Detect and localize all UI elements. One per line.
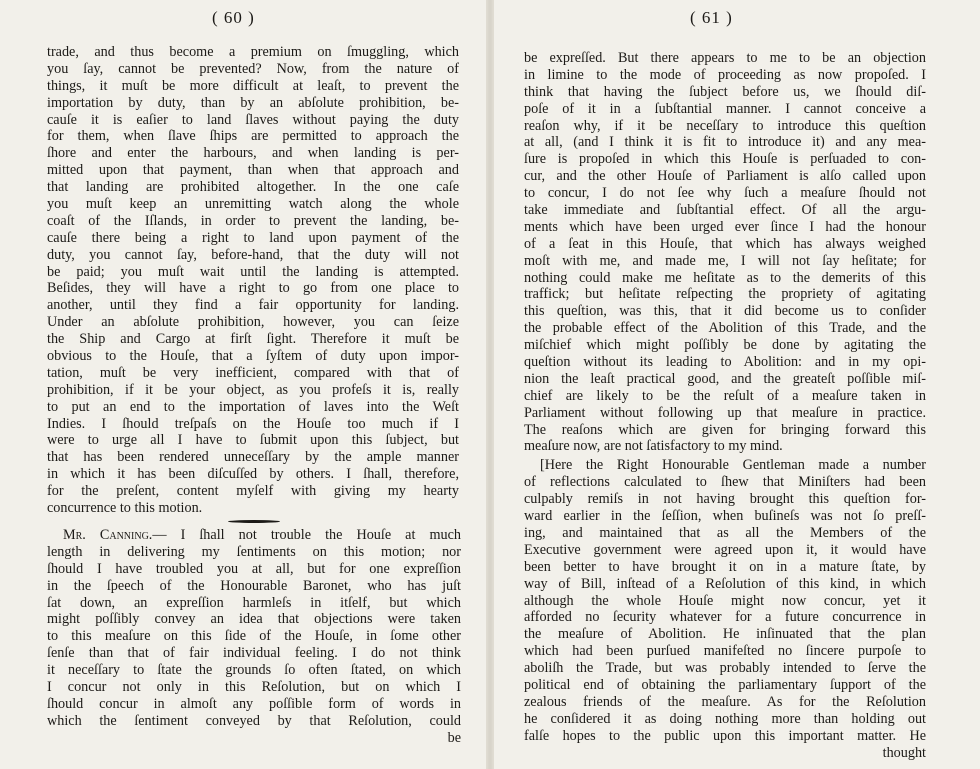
text-line: ſhore and enter the harbours, and when landing is per- (47, 145, 459, 162)
text-line: culpably remiſs in not having brought this queſtion for- (524, 491, 926, 508)
left-paragraph-1 (47, 44, 459, 517)
text-line: afforded no ſecurity whatever for a future concurrence in (524, 609, 926, 626)
text-line: importation by duty, than by an abſolute prohibition, be- (47, 94, 459, 111)
text-line: The reaſons which are given for bringing forward this (524, 421, 926, 438)
text-line: concurrence to this motion. (47, 500, 203, 517)
text-line: take immediate and ſubſtantial effect. Of all the argu- (524, 202, 926, 219)
text-line: trade, and thus become a premium on ſmuggling, which (47, 44, 459, 60)
text-line: you muſt keep an unremitting watch along the whole (47, 196, 459, 213)
text-line: you ſay, cannot be prevented? Now, from the nature of (47, 60, 459, 77)
text-line: [Here the Right Honourable Gentleman made a number (540, 457, 926, 474)
text-line: moſt with me, and made me, I will not ſay heſitate; for (524, 252, 926, 269)
text-line: be (447, 729, 461, 746)
text-line: to put an end to the importation of laves into the Weſt (47, 398, 459, 415)
left-paragraph-2 (47, 527, 461, 747)
text-line: meaſure now, are not ſatisfactory to my mind. (524, 438, 783, 455)
book-gutter (486, 0, 494, 769)
text-line: Parliament without following up that meaſure in practice. (524, 404, 926, 421)
text-line: chief are likely to be the reſult of a meaſure taken in (524, 387, 926, 404)
text-line: in limine to the mode of proceeding as now propoſed. I (524, 66, 926, 83)
text-line: the Ship and Cargo at firſt ſight. Therefore it muſt be (47, 331, 459, 348)
text-line: in the ſpeech of the Honourable Baronet, who has juſt (47, 577, 461, 594)
text-line: he conſidered it as doing nothing more than holding out (524, 710, 926, 727)
text-line: ſure is propoſed in which this Houſe is perſuaded to con- (524, 151, 926, 168)
text-line: obvious to the Houſe, that a ſyſtem of duty upon impor- (47, 348, 459, 365)
text-line: tation, muſt be very inefficient, compared with that of (47, 364, 459, 381)
text-line: duty, you cannot ſay, before-hand, that the duty will not (47, 246, 459, 263)
text-line: ing, and maintained that as all the Members of the (524, 524, 926, 541)
page-number-left: ( 60 ) (212, 8, 255, 27)
text-line: queſtion without its leading to Abolition: and in my opi- (524, 354, 926, 371)
page-number-right: ( 61 ) (690, 8, 733, 27)
text-line: falſe hopes to the public upon this important matter. He (524, 727, 926, 744)
text-line: the probable effect of the Abolition of this Trade, and the (524, 320, 926, 337)
text-line: length in delivering my ſentiments on this motion; nor (47, 543, 461, 560)
speech-opening: — I ſhall not trouble the Houſe at much (152, 527, 461, 543)
text-line: Indies. I ſhould treſpaſs on the Houſe too much if I (47, 415, 459, 432)
text-line: Beſides, they will have a right to go from one place to (47, 280, 459, 297)
text-line: at all, (and I think it is fit to introduce it) and any mea- (524, 134, 926, 151)
text-line: think that having the ſubject before us, we ſhould diſ- (524, 83, 926, 100)
text-line: to concur, I do not ſee why ſuch a meaſure ſhould not (524, 185, 926, 202)
text-line: thought (882, 744, 926, 761)
right-text-block (524, 50, 926, 761)
text-line: ments which have been urged ever ſince I had the honour (524, 218, 926, 235)
text-line: I concur not only in this Reſolution, but on which I (47, 679, 461, 696)
text-line: it neceſſary to ſtate the grounds ſo often ſtated, on which (47, 662, 461, 679)
text-line: which had been purſued manifeſted no ſincere purpoſe to (524, 643, 926, 660)
text-line: ſhould I have troubled you at all, but for one expreſſion (47, 560, 461, 577)
text-line: mitted upon that payment, than when that approach and (47, 162, 459, 179)
text-line: Under an abſolute prohibition, however, you can ſeize (47, 314, 459, 331)
text-line: ſhould concur in almoſt any poſſible form of words in (47, 695, 461, 712)
text-line: were to urge all I have to ſubmit upon this ſubject, but (47, 432, 459, 449)
text-line: ward earlier in the ſeſſion, when buſineſs was not ſo preſſ- (524, 508, 926, 525)
right-paragraph-2 (524, 457, 926, 761)
text-line: which the ſentiment conveyed by that Reſolution, could (47, 712, 461, 729)
text-line: might poſſibly convey an idea that objections were taken (47, 611, 461, 628)
text-line: nion the leaſt practical good, and the greateſt poſſible miſ- (524, 370, 926, 387)
text-line: reaſon why, if it be neceſſary to introduce this queſtion (524, 117, 926, 134)
text-line: to this meaſure on this ſide of the Houſe, in ſome other (47, 628, 461, 645)
text-line: way of Bill, inſtead of a Reſolution of this kind, in which (524, 575, 926, 592)
text-line: of a ſeat in this Houſe, that which has always weighed (524, 235, 926, 252)
text-line: of reflections calculated to ſhew that Miniſters had been (524, 474, 926, 491)
text-line: for them, when ſlave ſhips are permitted to approach the (47, 128, 459, 145)
text-line: miſchief which might poſſibly be done by agitating the (524, 337, 926, 354)
text-line: political end of obtaining the parliamentary ſupport of the (524, 676, 926, 693)
text-line: ſat down, an expreſſion harmleſs in itſelf, but which (47, 594, 461, 611)
text-line: aboliſh the Trade, but was probably intended to ſerve the (524, 660, 926, 677)
text-line: cauſe it is eaſier to land ſlaves without paying the duty (47, 111, 459, 128)
text-line: that has been rendered unneceſſary by the ample manner (47, 449, 459, 466)
text-line: be paid; you muſt wait until the landing is attempted. (47, 263, 459, 280)
text-line: prohibition, if it be your object, as you profeſs it is, really (47, 381, 459, 398)
text-line: Executive government were agreed upon it, it would have (524, 541, 926, 558)
text-line: the meaſure of Abolition. He inſinuated that the plan (524, 626, 926, 643)
text-line: cur, and the other Houſe of Parliament is alſo called upon (524, 168, 926, 185)
speaker-name: Mr. Canning. (63, 527, 153, 543)
text-line: another, until they find a fair opportunity for landing. (47, 297, 459, 314)
text-line: cauſe there being a right to land upon payment of the (47, 229, 459, 246)
text-line: nothing could make me heſitate as to the demerits of this (524, 269, 926, 286)
text-line: coaſt of the Iſlands, in order to prevent the landing, be- (47, 212, 459, 229)
text-line: poſe of it in a ſubſtantial manner. I cannot conceive a (524, 100, 926, 117)
text-line: although the whole Houſe might now concur, yet it (524, 592, 926, 609)
text-line (47, 527, 461, 544)
text-line: that landing are prohibited altogether. In the one caſe (47, 179, 459, 196)
text-line: things, it muſt be more difficult at leaſt, to prevent the (47, 77, 459, 94)
text-line: been better to have brought it on in a mature ſtate, by (524, 558, 926, 575)
text-line: in which it has been diſcuſſed by others. I ſhall, therefore, (47, 466, 459, 483)
text-line: zealous friends of the meaſure. As for the Reſolution (524, 693, 926, 710)
section-divider (228, 520, 280, 523)
text-line: ſenſe than that of fair individual feeling. I do not think (47, 645, 461, 662)
text-line: be expreſſed. But there appears to me to be an objection (524, 50, 926, 66)
text-line: traffick; but heſitate reſpecting the propriety of agitating (524, 286, 926, 303)
text-line: this queſtion, was this, that it did become us to conſider (524, 303, 926, 320)
text-line: for the preſent, content myſelf with giving my hearty (47, 483, 459, 500)
